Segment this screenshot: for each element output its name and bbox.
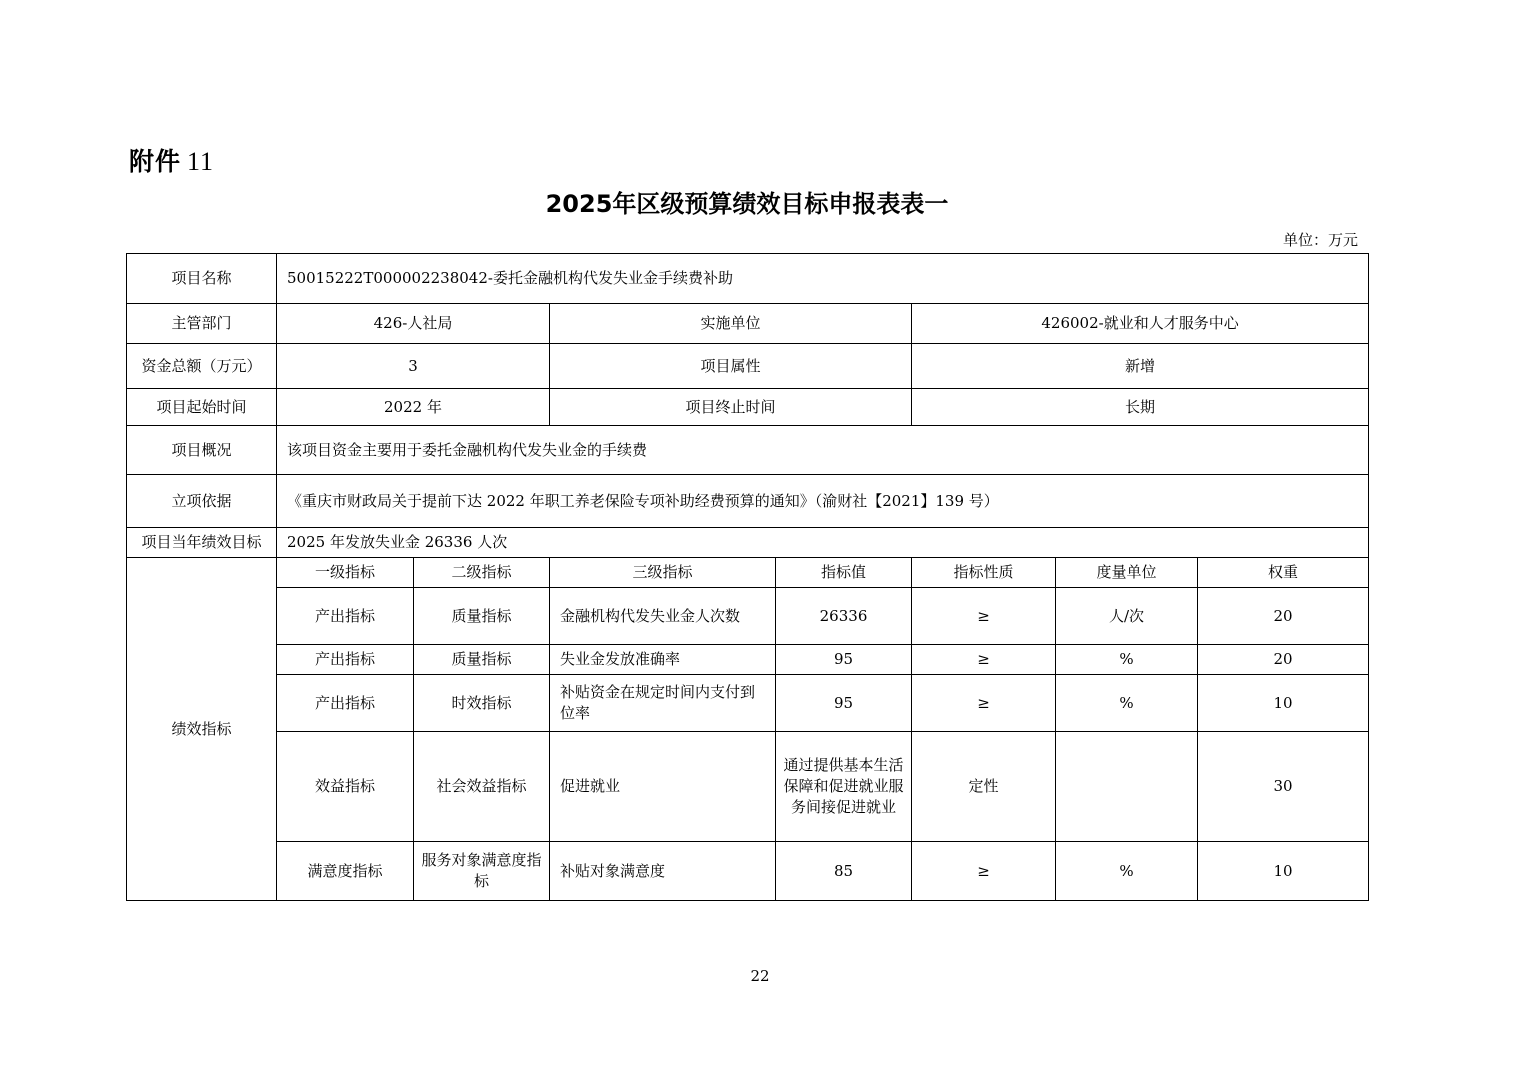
funds-value: 3: [277, 344, 550, 389]
start-label: 项目起始时间: [127, 389, 277, 426]
overview-value: 该项目资金主要用于委托金融机构代发失业金的手续费: [277, 426, 1369, 475]
weight-cell: 30: [1198, 732, 1369, 842]
level1-cell: 满意度指标: [277, 842, 414, 901]
level2-cell: 服务对象满意度指标: [414, 842, 550, 901]
unit-cell: %: [1056, 842, 1198, 901]
nature-cell: ≥: [912, 645, 1056, 675]
dept-label: 主管部门: [127, 304, 277, 344]
header-value: 指标值: [776, 558, 912, 588]
row-project-name: [127, 254, 1369, 304]
header-weight: 权重: [1198, 558, 1369, 588]
page-number: 22: [750, 967, 770, 985]
document-title: 2025年区级预算绩效目标申报表表一: [545, 190, 949, 218]
unit-cell: 人/次: [1056, 588, 1198, 645]
overview-label: 项目概况: [127, 426, 277, 475]
level1-cell: 产出指标: [277, 588, 414, 645]
attachment-text: 附件: [129, 147, 182, 176]
dept-value: 426-人社局: [277, 304, 550, 344]
row-goal: [127, 528, 1369, 558]
level2-cell: 质量指标: [414, 588, 550, 645]
unit-cell: [1056, 732, 1198, 842]
header-nature: 指标性质: [912, 558, 1056, 588]
indicator-row: [127, 588, 1369, 645]
level3-cell: 促进就业: [550, 732, 776, 842]
basis-label: 立项依据: [127, 475, 277, 528]
value-cell: 通过提供基本生活保障和促进就业服务间接促进就业: [776, 732, 912, 842]
goal-label: 项目当年绩效目标: [127, 528, 277, 558]
indicator-row: [127, 645, 1369, 675]
level3-cell: 失业金发放准确率: [550, 645, 776, 675]
indicators-section-label: 绩效指标: [127, 558, 277, 901]
row-basis: [127, 475, 1369, 528]
header-level3: 三级指标: [550, 558, 776, 588]
impl-label: 实施单位: [550, 304, 912, 344]
level2-cell: 质量指标: [414, 645, 550, 675]
attr-value: 新增: [912, 344, 1369, 389]
start-value: 2022 年: [277, 389, 550, 426]
value-cell: 26336: [776, 588, 912, 645]
header-level2: 二级指标: [414, 558, 550, 588]
unit-label: 单位：万元: [1282, 231, 1358, 249]
level2-cell: 时效指标: [414, 675, 550, 732]
nature-cell: ≥: [912, 842, 1056, 901]
budget-performance-table: [126, 253, 1369, 901]
unit-cell: %: [1056, 675, 1198, 732]
level3-cell: 补贴对象满意度: [550, 842, 776, 901]
weight-cell: 10: [1198, 842, 1369, 901]
indicator-row: [127, 732, 1369, 842]
weight-cell: 20: [1198, 588, 1369, 645]
level1-cell: 产出指标: [277, 675, 414, 732]
nature-cell: 定性: [912, 732, 1056, 842]
attachment-number: 11: [187, 147, 215, 176]
value-cell: 95: [776, 675, 912, 732]
level3-cell: 金融机构代发失业金人次数: [550, 588, 776, 645]
impl-value: 426002-就业和人才服务中心: [912, 304, 1369, 344]
unit-cell: %: [1056, 645, 1198, 675]
goal-value: 2025 年发放失业金 26336 人次: [277, 528, 1369, 558]
indicator-header-row: [127, 558, 1369, 588]
project-name-label: 项目名称: [127, 254, 277, 304]
level2-cell: 社会效益指标: [414, 732, 550, 842]
level1-cell: 效益指标: [277, 732, 414, 842]
nature-cell: ≥: [912, 675, 1056, 732]
nature-cell: ≥: [912, 588, 1056, 645]
row-department: [127, 304, 1369, 344]
row-funds: [127, 344, 1369, 389]
value-cell: 85: [776, 842, 912, 901]
attr-label: 项目属性: [550, 344, 912, 389]
indicator-row: [127, 675, 1369, 732]
level3-cell: 补贴资金在规定时间内支付到位率: [550, 675, 776, 732]
weight-cell: 20: [1198, 645, 1369, 675]
end-label: 项目终止时间: [550, 389, 912, 426]
end-value: 长期: [912, 389, 1369, 426]
header-unit: 度量单位: [1056, 558, 1198, 588]
row-overview: [127, 426, 1369, 475]
basis-value: 《重庆市财政局关于提前下达 2022 年职工养老保险专项补助经费预算的通知》（渝财社【2021】139 号）: [277, 475, 1369, 528]
value-cell: 95: [776, 645, 912, 675]
header-level1: 一级指标: [277, 558, 414, 588]
attachment-label: [129, 144, 214, 180]
row-timeframe: [127, 389, 1369, 426]
level1-cell: 产出指标: [277, 645, 414, 675]
weight-cell: 10: [1198, 675, 1369, 732]
project-name-value: 50015222T000002238042-委托金融机构代发失业金手续费补助: [277, 254, 1369, 304]
funds-label: 资金总额（万元）: [127, 344, 277, 389]
indicator-row: [127, 842, 1369, 901]
